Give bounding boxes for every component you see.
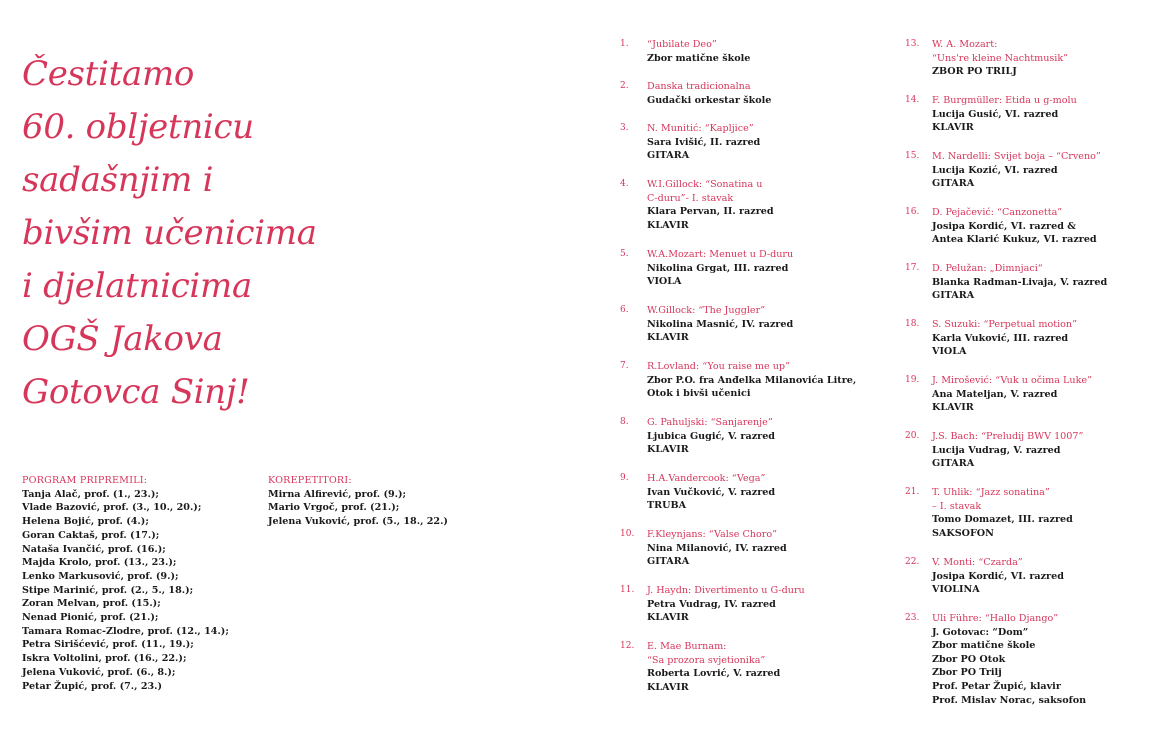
prepared-name: Tanja Alač, prof. (1., 23.); — [22, 488, 159, 500]
program-item-body — [932, 374, 1152, 415]
program-item-performer: Gudački orkestar škole — [647, 94, 772, 106]
program-item-performer: Roberta Lovrić, V. razred — [647, 668, 781, 680]
program-item-body — [932, 486, 1152, 540]
program-item-number: 22. — [905, 557, 920, 567]
prepared-name: Tamara Romac-Zlodre, prof. (12., 14.); — [22, 625, 229, 637]
program-item-performer: VIOLA — [932, 346, 967, 358]
headline-line: 60. obljetnicu — [22, 107, 254, 147]
program-item-title: “Jubilate Deo” — [647, 39, 717, 50]
program-item-performer: Antea Klarić Kukuz, VI. razred — [932, 234, 1097, 246]
program-item-performer: Nikolina Masnić, IV. razred — [647, 318, 794, 330]
program-item-title: J.S. Bach: “Preludij BWV 1007” — [932, 431, 1084, 442]
prepared-name: Nenad Pionić, prof. (21.); — [22, 612, 159, 624]
prepared-name: Nataša Ivančić, prof. (16.); — [22, 543, 166, 555]
headline-line: i djelatnicima — [22, 266, 252, 306]
program-item-number: 4. — [620, 179, 629, 189]
program-item-performer: GITARA — [932, 458, 975, 470]
program-item-performer: Josipa Kordić, VI. razred & — [932, 220, 1076, 232]
program-item-title: Danska tradicionalna — [647, 81, 751, 92]
program-item-performer: Tomo Domazet, III. razred — [932, 514, 1073, 526]
program-item-body — [932, 38, 1152, 79]
program-item-title: “Uns're kleine Nachtmusik” — [932, 52, 1069, 64]
program-item-body — [647, 472, 892, 513]
program-item-title: W. A. Mozart: — [932, 39, 998, 50]
program-item-number: 3. — [620, 123, 629, 133]
program-item-performer: KLAVIR — [932, 402, 974, 414]
program-item-performer: KLAVIR — [647, 681, 689, 693]
program-item-performer: Sara Ivišić, II. razred — [647, 136, 761, 148]
program-item-performer: Ana Mateljan, V. razred — [932, 388, 1058, 400]
program-item-body — [932, 556, 1152, 597]
program-item-title: D. Pejačević: “Canzonetta” — [932, 207, 1063, 218]
headline-line: sadašnjim i — [22, 160, 214, 200]
program-item-performer: KLAVIR — [932, 122, 974, 134]
program-item-number: 19. — [905, 375, 920, 385]
program-item-body — [932, 94, 1152, 135]
program-item-body — [932, 430, 1152, 471]
program-item-title: W.I.Gillock: “Sonatina u — [647, 179, 763, 190]
program-item-title: N. Munitić: “Kapljice” — [647, 123, 754, 134]
program-item-performer: Nina Milanović, IV. razred — [647, 542, 787, 554]
program-item-title: V. Monti: “Czarda” — [932, 557, 1023, 568]
program-item-performer: Ljubica Gugić, V. razred — [647, 430, 776, 442]
program-item-performer: KLAVIR — [647, 332, 689, 344]
program-item-performer: GITARA — [932, 290, 975, 302]
program-item-performer: GITARA — [647, 556, 690, 568]
program-item-body — [647, 80, 892, 107]
program-item-performer: ZBOR PO TRILJ — [932, 66, 1017, 78]
program-item-performer: Lucija Vudrag, V. razred — [932, 444, 1061, 456]
accompanist-name: Mirna Alfirević, prof. (9.); — [268, 488, 407, 500]
program-item-performer: Zbor PO Trilj — [932, 667, 1002, 679]
prepared-name: Jelena Vuković, prof. (6., 8.); — [22, 666, 176, 678]
prepared-name: Helena Bojić, prof. (4.); — [22, 516, 149, 528]
program-item-title: W.A.Mozart: Menuet u D-duru — [647, 249, 794, 260]
program-item-performer: VIOLINA — [932, 584, 980, 596]
program-item-performer: Ivan Vučković, V. razred — [647, 486, 776, 498]
prepared-heading: PORGRAM PRIPREMILI: — [22, 475, 148, 486]
headline-line: Čestitamo — [22, 54, 195, 94]
program-item-performer: Karla Vuković, III. razred — [932, 332, 1069, 344]
program-item-title: R.Lovland: “You raise me up” — [647, 361, 790, 372]
program-item-performer: GITARA — [647, 150, 690, 162]
program-item-title: – I. stavak — [932, 500, 982, 512]
program-item-body — [647, 584, 892, 625]
prepared-name: Petra Sirišćević, prof. (11., 19.); — [22, 639, 194, 651]
program-item-number: 12. — [620, 641, 635, 651]
program-item-performer: Klara Pervan, II. razred — [647, 206, 774, 218]
program-item-number: 13. — [905, 39, 920, 49]
accompanist-name: Jelena Vuković, prof. (5., 18., 22.) — [268, 516, 448, 528]
program-item-title: J. Haydn: Divertimento u G-duru — [647, 585, 805, 596]
program-item-performer: Josipa Kordić, VI. razred — [932, 570, 1064, 582]
program-item-title: H.A.Vandercook: “Vega” — [647, 473, 766, 484]
program-item-body — [647, 122, 892, 163]
program-item-performer: Lucija Kozić, VI. razred — [932, 164, 1058, 176]
program-item-number: 1. — [620, 39, 629, 49]
program-item-performer: Nikolina Grgat, III. razred — [647, 262, 789, 274]
program-item-performer: TRUBA — [647, 500, 687, 512]
program-item-number: 14. — [905, 95, 920, 105]
program-item-performer: Zbor matične škole — [647, 52, 751, 64]
program-item-number: 18. — [905, 319, 920, 329]
program-item-body — [647, 248, 892, 289]
program-item-performer: Blanka Radman-Livaja, V. razred — [932, 276, 1108, 288]
headline-line: Gotovca Sinj! — [22, 372, 250, 412]
headline-line: OGŠ Jakova — [22, 319, 223, 359]
program-item-performer: Petra Vudrag, IV. razred — [647, 598, 776, 610]
prepared-name: Lenko Markusović, prof. (9.); — [22, 570, 179, 582]
program-item-number: 23. — [905, 613, 920, 623]
program-item-performer: SAKSOFON — [932, 527, 994, 539]
accompanist-name: Mario Vrgoč, prof. (21.); — [268, 502, 400, 514]
headline-line: bivšim učenicima — [22, 213, 317, 253]
program-prepared-by — [22, 474, 229, 693]
program-item-title: “Sa prozora svjetionika” — [647, 654, 766, 666]
program-item-body — [647, 360, 892, 401]
program-item-title: S. Suzuki: “Perpetual motion” — [932, 319, 1078, 330]
program-item-body — [932, 262, 1152, 303]
program-item-title: E. Mae Burnam: — [647, 641, 727, 652]
program-item-performer: Lucija Gusić, VI. razred — [932, 108, 1059, 120]
program-item-body — [932, 150, 1152, 191]
program-item-performer: GITARA — [932, 178, 975, 190]
greeting-headline — [22, 48, 442, 419]
prepared-name: Stipe Marinić, prof. (2., 5., 18.); — [22, 584, 194, 596]
program-item-performer: KLAVIR — [647, 444, 689, 456]
prepared-name: Petar Župić, prof. (7., 23.) — [22, 680, 163, 692]
program-item-body — [932, 612, 1152, 707]
program-item-number: 10. — [620, 529, 635, 539]
program-item-title: W.Gillock: “The Juggler” — [647, 305, 766, 316]
program-item-title: Uli Führe: “Hallo Django” — [932, 613, 1059, 624]
prepared-name: Goran Caktaš, prof. (17.); — [22, 529, 160, 541]
program-item-number: 20. — [905, 431, 920, 441]
program-item-title: F. Burgmüller: Etida u g-molu — [932, 95, 1077, 106]
program-item-number: 16. — [905, 207, 920, 217]
program-item-number: 21. — [905, 487, 920, 497]
accompanists-heading: KOREPETITORI: — [268, 475, 352, 486]
program-item-body — [932, 318, 1152, 359]
program-item-title: F.Kleynjans: “Valse Choro” — [647, 529, 778, 540]
program-item-performer: VIOLA — [647, 276, 682, 288]
program-item-number: 8. — [620, 417, 629, 427]
program-item-performer: Prof. Petar Župić, klavir — [932, 680, 1061, 692]
program-item-number: 17. — [905, 263, 920, 273]
program-item-number: 7. — [620, 361, 629, 371]
prepared-name: Vlade Bazović, prof. (3., 10., 20.); — [22, 502, 202, 514]
program-item-performer: KLAVIR — [647, 219, 689, 231]
program-item-title: M. Nardelli: Svijet boja – “Crveno” — [932, 151, 1101, 162]
program-item-performer: J. Gotovac: “Dom” — [932, 626, 1029, 638]
program-item-body — [647, 304, 892, 345]
program-item-body — [932, 206, 1152, 247]
program-item-number: 11. — [620, 585, 635, 595]
program-item-performer: Zbor P.O. fra Anđelka Milanovića Litre, — [647, 374, 857, 386]
program-item-number: 9. — [620, 473, 629, 483]
prepared-name: Majda Krolo, prof. (13., 23.); — [22, 557, 177, 569]
program-item-body — [647, 38, 892, 65]
program-item-title: G. Pahuljski: “Sanjarenje” — [647, 417, 773, 428]
program-item-title: D. Pelužan: „Dimnjaci“ — [932, 263, 1043, 274]
prepared-name: Zoran Melvan, prof. (15.); — [22, 598, 161, 610]
program-item-performer: Zbor matične škole — [932, 640, 1036, 652]
program-item-title: C-duru”- I. stavak — [647, 192, 734, 204]
program-item-performer: KLAVIR — [647, 612, 689, 624]
prepared-name: Iskra Voltolini, prof. (16., 22.); — [22, 653, 187, 665]
program-item-performer: Otok i bivši učenici — [647, 388, 751, 400]
program-item-number: 5. — [620, 249, 629, 259]
program-item-number: 6. — [620, 305, 629, 315]
program-item-performer: Zbor PO Otok — [932, 653, 1006, 665]
accompanists — [268, 474, 448, 529]
program-item-number: 15. — [905, 151, 920, 161]
program-item-title: T. Uhlik: “Jazz sonatina” — [932, 487, 1050, 498]
program-item-number: 2. — [620, 81, 629, 91]
program-item-body — [647, 178, 892, 232]
program-item-body — [647, 528, 892, 569]
program-item-title: J. Mirošević: “Vuk u očima Luke” — [932, 375, 1092, 386]
program-item-body — [647, 640, 892, 694]
program-item-performer: Prof. Mislav Norac, saksofon — [932, 694, 1087, 706]
program-item-body — [647, 416, 892, 457]
